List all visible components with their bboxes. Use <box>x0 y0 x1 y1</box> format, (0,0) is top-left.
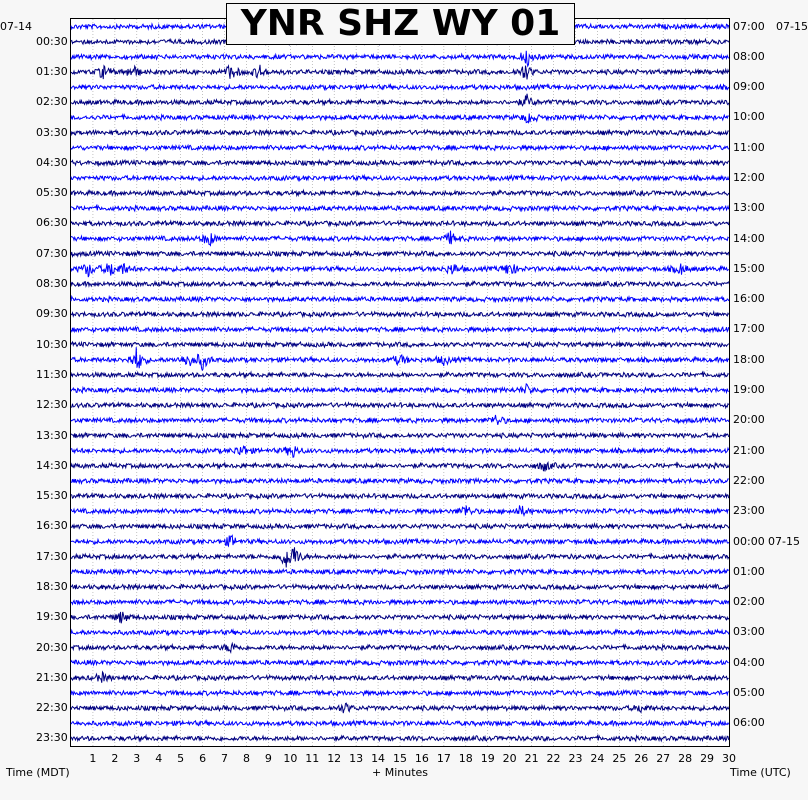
right-time-label: 02:00 <box>733 595 765 609</box>
left-date-label: 07-14 <box>0 20 32 33</box>
seismic-trace <box>71 403 729 408</box>
seismic-trace <box>71 85 729 90</box>
right-time-label: 12:00 <box>733 171 765 185</box>
left-time-label: 05:30 <box>36 186 68 200</box>
right-time-label: 21:00 <box>733 443 765 457</box>
chart-title: YNR SHZ WY 01 <box>226 3 575 45</box>
x-tick-label: 20 <box>502 752 517 765</box>
x-tick-label: 3 <box>133 752 141 765</box>
right-time-label: 10:00 <box>733 110 765 124</box>
left-time-label: 12:30 <box>36 398 68 412</box>
right-time-label: 01:00 <box>733 564 765 578</box>
left-time-label: 08:30 <box>36 277 68 291</box>
right-time-label: 09:00 <box>733 80 765 94</box>
left-time-label: 11:30 <box>36 367 68 381</box>
left-time-label: 04:30 <box>36 155 68 169</box>
x-tick-label: 17 <box>436 752 451 765</box>
left-time-label: 02:30 <box>36 95 68 109</box>
seismic-trace <box>71 505 729 515</box>
left-time-label: 14:30 <box>36 458 68 472</box>
x-tick-label: 12 <box>327 752 342 765</box>
x-tick-label: 14 <box>371 752 386 765</box>
x-tick-label: 7 <box>221 752 229 765</box>
right-time-label: 07:00 <box>733 19 765 33</box>
seismic-trace <box>71 221 729 226</box>
x-tick-label: 9 <box>264 752 272 765</box>
right-time-label: 20:00 <box>733 413 765 427</box>
seismic-trace <box>71 94 729 106</box>
right-time-label: 05:00 <box>733 685 765 699</box>
seismic-trace <box>71 569 729 574</box>
right-axis-title: Time (UTC) <box>730 766 791 779</box>
right-time-label: 16:00 <box>733 292 765 306</box>
seismic-trace <box>71 660 729 665</box>
left-time-label: 01:30 <box>36 65 68 78</box>
x-tick-label: 4 <box>155 752 163 765</box>
right-time-label: 19:00 <box>733 383 765 397</box>
right-date-label-top: 07-15 <box>776 20 808 33</box>
right-time-label: 03:00 <box>733 625 765 639</box>
x-axis-title: + Minutes <box>372 766 429 779</box>
seismic-trace <box>71 584 729 589</box>
right-time-label: 08:00 <box>733 49 765 63</box>
x-tick-label: 22 <box>546 752 561 765</box>
seismic-trace <box>71 446 729 457</box>
right-time-label: 11:00 <box>733 140 765 154</box>
seismic-trace <box>71 703 729 713</box>
right-time-label: 14:00 <box>733 231 765 245</box>
seismic-trace <box>71 600 729 605</box>
seismic-trace <box>71 281 729 286</box>
left-time-label: 10:30 <box>36 337 68 351</box>
right-time-label: 17:00 <box>733 322 765 336</box>
x-tick-label: 5 <box>177 752 185 765</box>
helicorder-traces <box>71 19 729 746</box>
x-tick-label: 16 <box>414 752 429 765</box>
left-time-label: 09:30 <box>36 307 68 321</box>
x-tick-label: 2 <box>111 752 119 765</box>
seismic-trace <box>71 312 729 317</box>
seismic-trace <box>71 176 729 181</box>
left-time-label: 13:30 <box>36 428 68 442</box>
x-tick-label: 6 <box>199 752 207 765</box>
right-time-label: 23:00 <box>733 504 765 518</box>
x-tick-label: 21 <box>524 752 539 765</box>
seismic-trace <box>71 347 729 370</box>
left-time-label: 07:30 <box>36 246 68 260</box>
right-date-label-mid: 07-15 <box>768 534 800 548</box>
left-time-label: 23:30 <box>36 731 68 745</box>
x-tick-label: 18 <box>458 752 473 765</box>
x-tick-label: 8 <box>242 752 250 765</box>
x-tick-label: 23 <box>568 752 583 765</box>
left-time-label: 15:30 <box>36 489 68 503</box>
x-tick-label: 29 <box>700 752 715 765</box>
left-time-label: 03:30 <box>36 125 68 139</box>
seismic-trace <box>71 643 729 652</box>
left-time-label: 17:30 <box>36 549 68 563</box>
x-tick-label: 30 <box>722 752 736 765</box>
x-tick-label: 26 <box>634 752 649 765</box>
left-time-label: 18:30 <box>36 579 68 593</box>
x-tick-label: 10 <box>283 752 298 765</box>
x-tick-label: 27 <box>656 752 671 765</box>
left-time-label: 06:30 <box>36 216 68 230</box>
x-tick-label: 15 <box>393 752 407 765</box>
seismic-trace <box>71 191 729 196</box>
right-time-label: 13:00 <box>733 201 765 215</box>
right-time-label: 22:00 <box>733 473 765 487</box>
seismic-trace <box>71 145 729 150</box>
x-tick-label: 24 <box>590 752 605 765</box>
x-tick-label: 28 <box>678 752 693 765</box>
left-time-label: 16:30 <box>36 519 68 533</box>
seismic-trace <box>71 206 729 211</box>
left-time-label: 22:30 <box>36 701 68 715</box>
x-tick-label: 1 <box>89 752 97 765</box>
left-time-label: 21:30 <box>36 670 68 684</box>
seismic-trace <box>71 478 729 483</box>
seismic-trace <box>71 415 729 425</box>
left-time-label: 00:30 <box>36 34 68 48</box>
helicorder-plot-area <box>70 18 730 747</box>
x-tick-label: 11 <box>305 752 320 765</box>
left-time-label: 19:30 <box>36 610 68 624</box>
right-time-label: 00:00 <box>733 534 765 548</box>
right-time-label: 15:00 <box>733 261 765 275</box>
right-time-label: 06:00 <box>733 716 765 730</box>
left-time-label: 20:30 <box>36 640 68 654</box>
x-tick-label: 19 <box>480 752 495 765</box>
right-time-label: 18:00 <box>733 352 765 366</box>
x-tick-label: 13 <box>349 752 364 765</box>
x-tick-label: 25 <box>612 752 627 765</box>
seismic-trace <box>71 160 729 165</box>
left-axis-title: Time (MDT) <box>6 766 70 779</box>
right-time-label: 04:00 <box>733 655 765 669</box>
